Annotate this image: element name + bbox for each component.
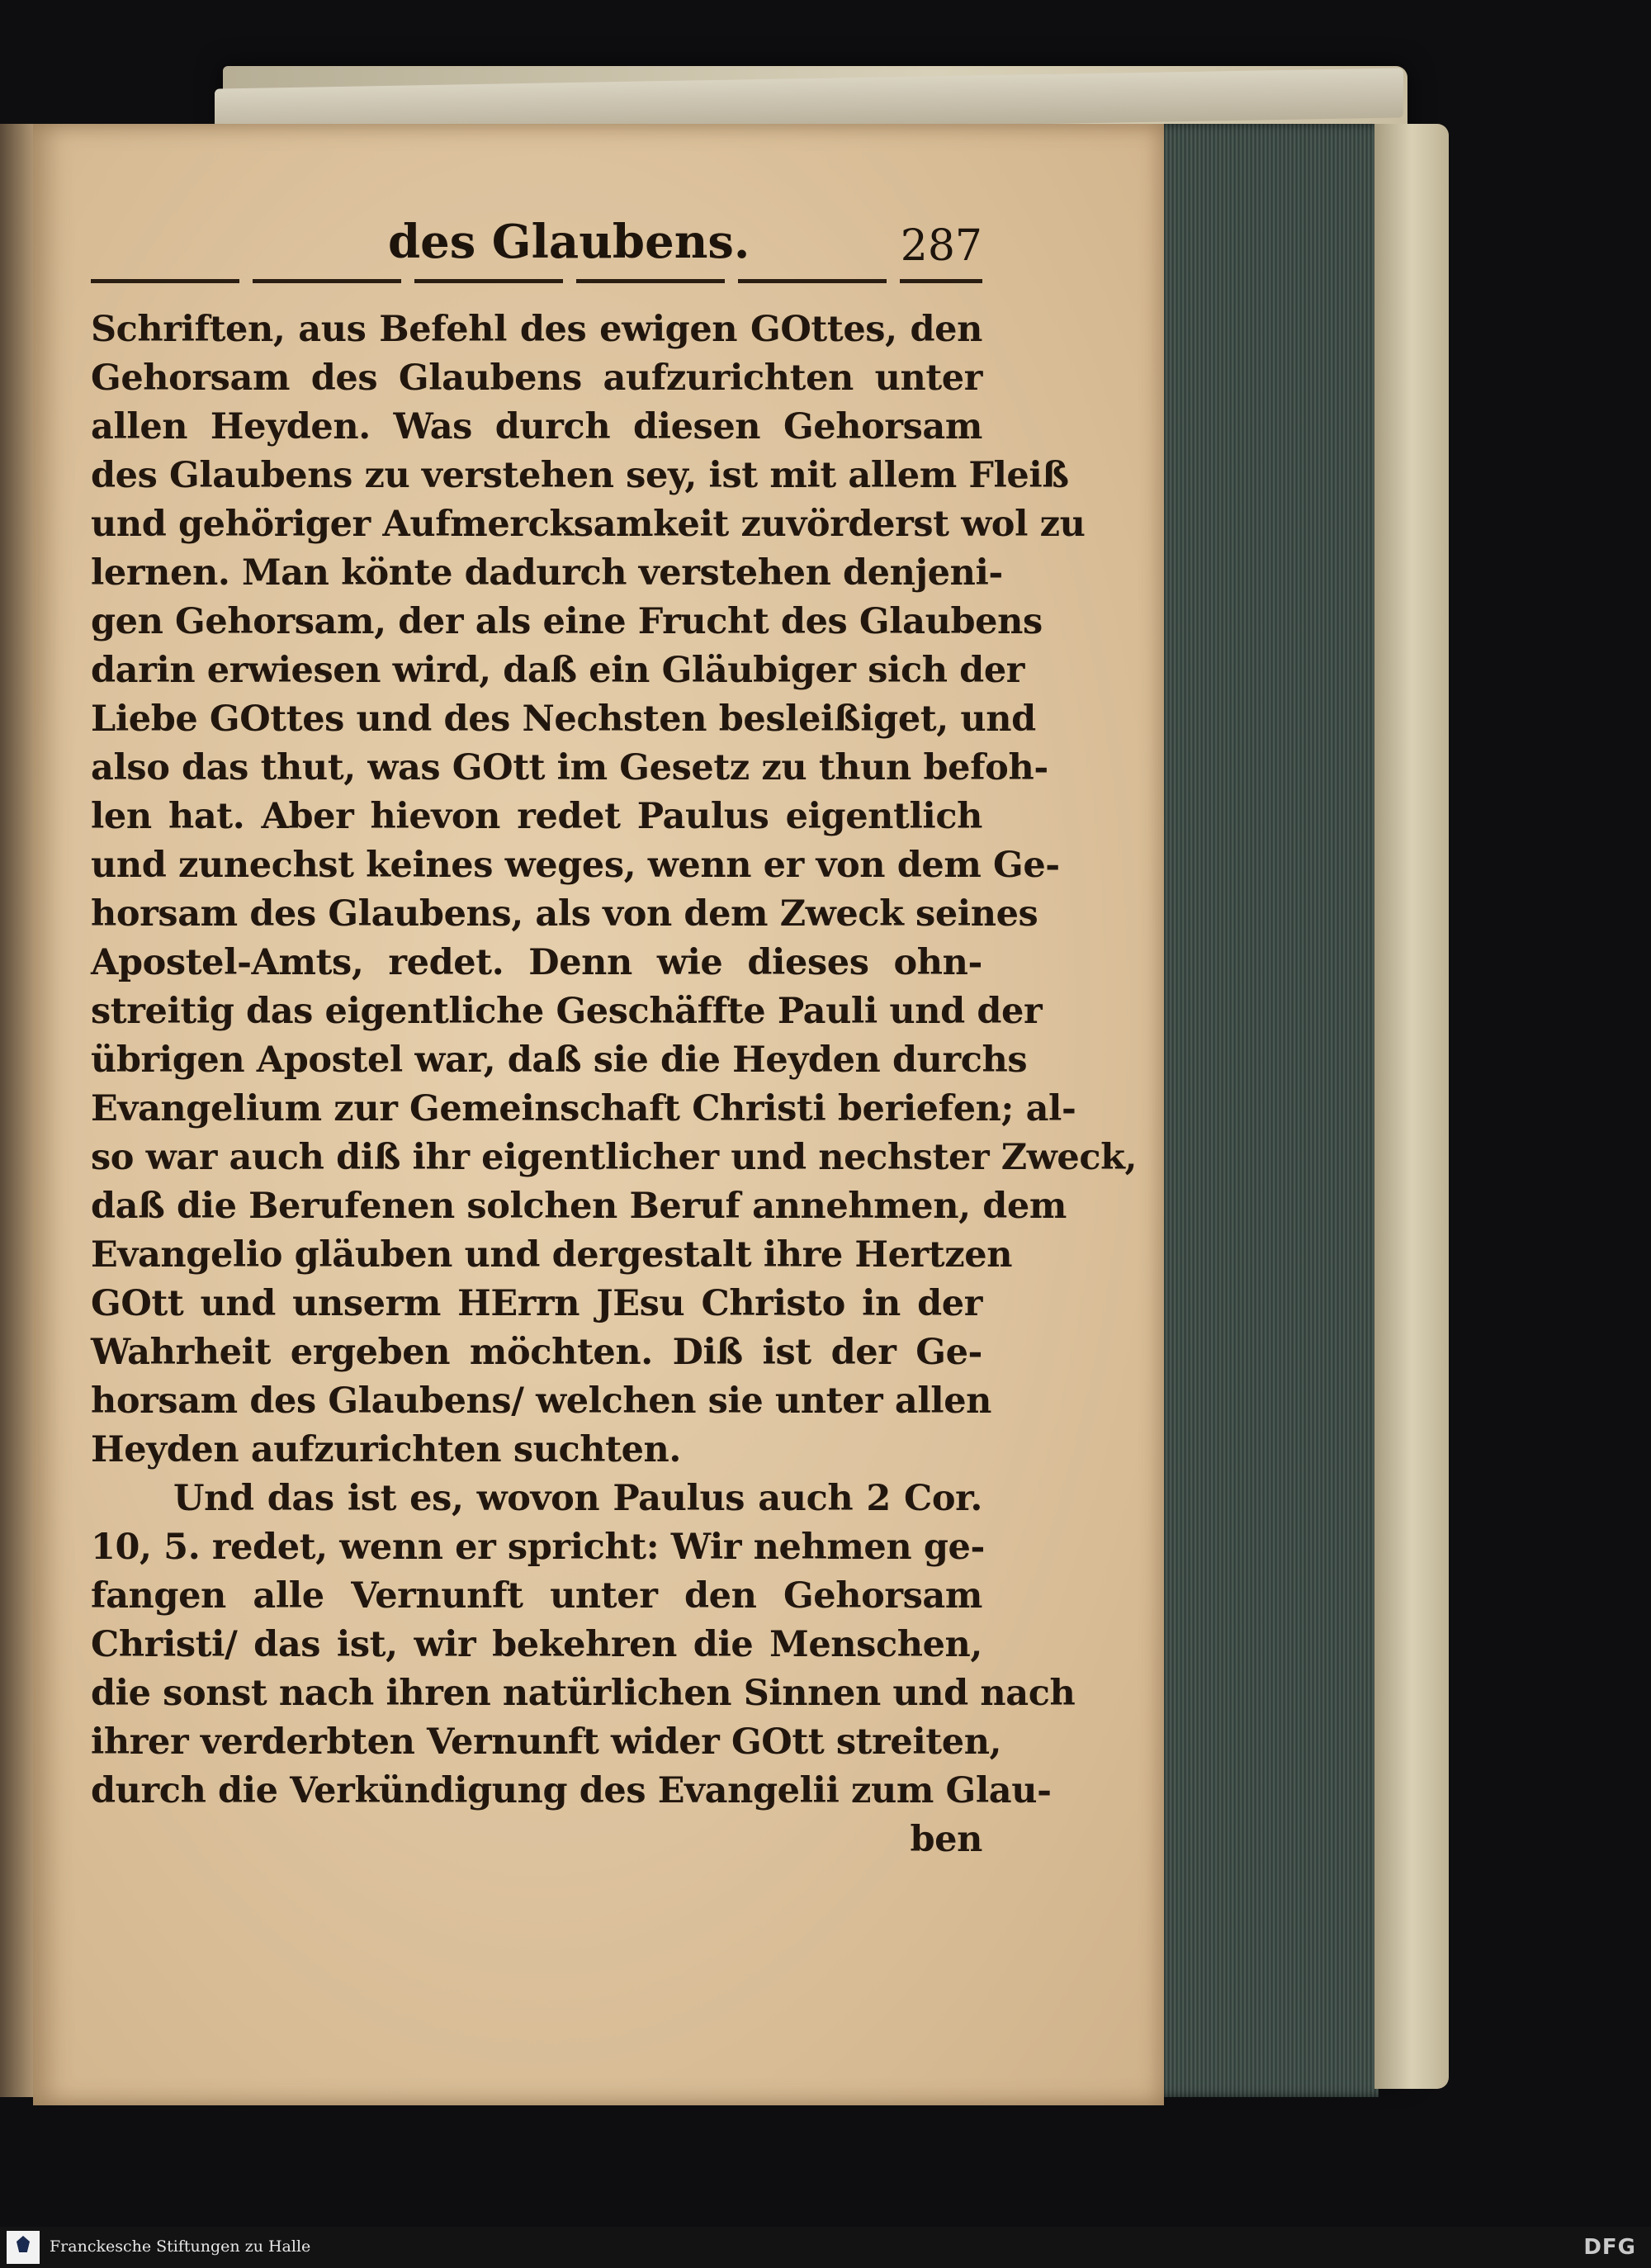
text-line: Gehorsam des Glaubens aufzurichten unter <box>91 357 982 399</box>
text-line: darin erwiesen wird, daß ein Gläubiger sich der <box>91 650 1025 691</box>
head-rule <box>91 279 982 283</box>
text-line: gen Gehorsam, der als eine Frucht des Glaubens <box>91 601 1043 642</box>
dfg-logo: DFG <box>1583 2235 1636 2260</box>
text-line: horsam des Glaubens, als von dem Zweck seines <box>91 893 1038 935</box>
text-line: Christi/ das ist, wir bekehren die Menschen, <box>91 1624 982 1665</box>
text-line: horsam des Glaubens/ welchen sie unter allen <box>91 1380 992 1422</box>
text-line: len hat. Aber hievon redet Paulus eigentlich <box>91 796 982 837</box>
text-line: lernen. Man könte dadurch verstehen denjeni- <box>91 552 1003 594</box>
running-head-title: des Glaubens. <box>388 215 750 269</box>
institution-name: Franckesche Stiftungen zu Halle <box>50 2237 311 2256</box>
text-line: Und das ist es, wovon Paulus auch 2 Cor. <box>173 1478 982 1519</box>
institution-crest-icon <box>17 2236 30 2252</box>
text-line: und gehöriger Aufmercksamkeit zuvörderst wol zu <box>91 504 1086 545</box>
viewer-footer <box>0 2227 1651 2268</box>
text-line: die sonst nach ihren natürlichen Sinnen und nach <box>91 1673 1076 1714</box>
text-line: Apostel-Amts, redet. Denn wie dieses ohn- <box>91 942 982 983</box>
text-line: Heyden aufzurichten suchten. <box>91 1429 681 1470</box>
text-line: ihrer verderbten Vernunft wider GOtt streiten, <box>91 1721 1002 1763</box>
text-line: Evangelium zur Gemeinschaft Christi beriefen; al- <box>91 1088 1076 1129</box>
page-block-edge <box>1152 124 1379 2097</box>
book-cover-right-edge <box>1374 124 1449 2089</box>
text-line: Wahrheit ergeben möchten. Diß ist der Ge- <box>91 1332 982 1373</box>
text-line: übrigen Apostel war, daß sie die Heyden durchs <box>91 1039 1028 1081</box>
text-line: 10, 5. redet, wenn er spricht: Wir nehmen ge- <box>91 1527 985 1568</box>
running-head <box>91 215 982 281</box>
catchword: ben <box>910 1819 982 1860</box>
text-line: Schriften, aus Befehl des ewigen GOttes, den <box>91 309 982 350</box>
page-number: 287 <box>900 221 982 271</box>
text-line: streitig das eigentliche Geschäffte Pauli und der <box>91 991 1043 1032</box>
text-line: fangen alle Vernunft unter den Gehorsam <box>91 1575 982 1617</box>
text-line: und zunechst keines weges, wenn er von dem Ge- <box>91 845 1060 886</box>
text-line: allen Heyden. Was durch diesen Gehorsam <box>91 406 982 447</box>
body-text <box>91 305 1138 1864</box>
text-line: GOtt und unserm HErrn JEsu Christo in der <box>91 1283 982 1324</box>
text-line: des Glaubens zu verstehen sey, ist mit allem Fleiß <box>91 455 1069 496</box>
text-line: also das thut, was GOtt im Gesetz zu thun befoh- <box>91 747 1048 788</box>
facing-page-gutter <box>0 124 37 2097</box>
text-line: Liebe GOttes und des Nechsten besleißiget, und <box>91 698 1036 740</box>
text-line: daß die Berufenen solchen Beruf annehmen, dem <box>91 1186 1067 1227</box>
text-line: durch die Verkündigung des Evangelii zum Glau- <box>91 1770 1052 1811</box>
text-line: so war auch diß ihr eigentlicher und nechster Zweck, <box>91 1137 1138 1178</box>
institution-logo-icon <box>7 2231 40 2264</box>
text-line: Evangelio gläuben und dergestalt ihre Hertzen <box>91 1234 1013 1276</box>
